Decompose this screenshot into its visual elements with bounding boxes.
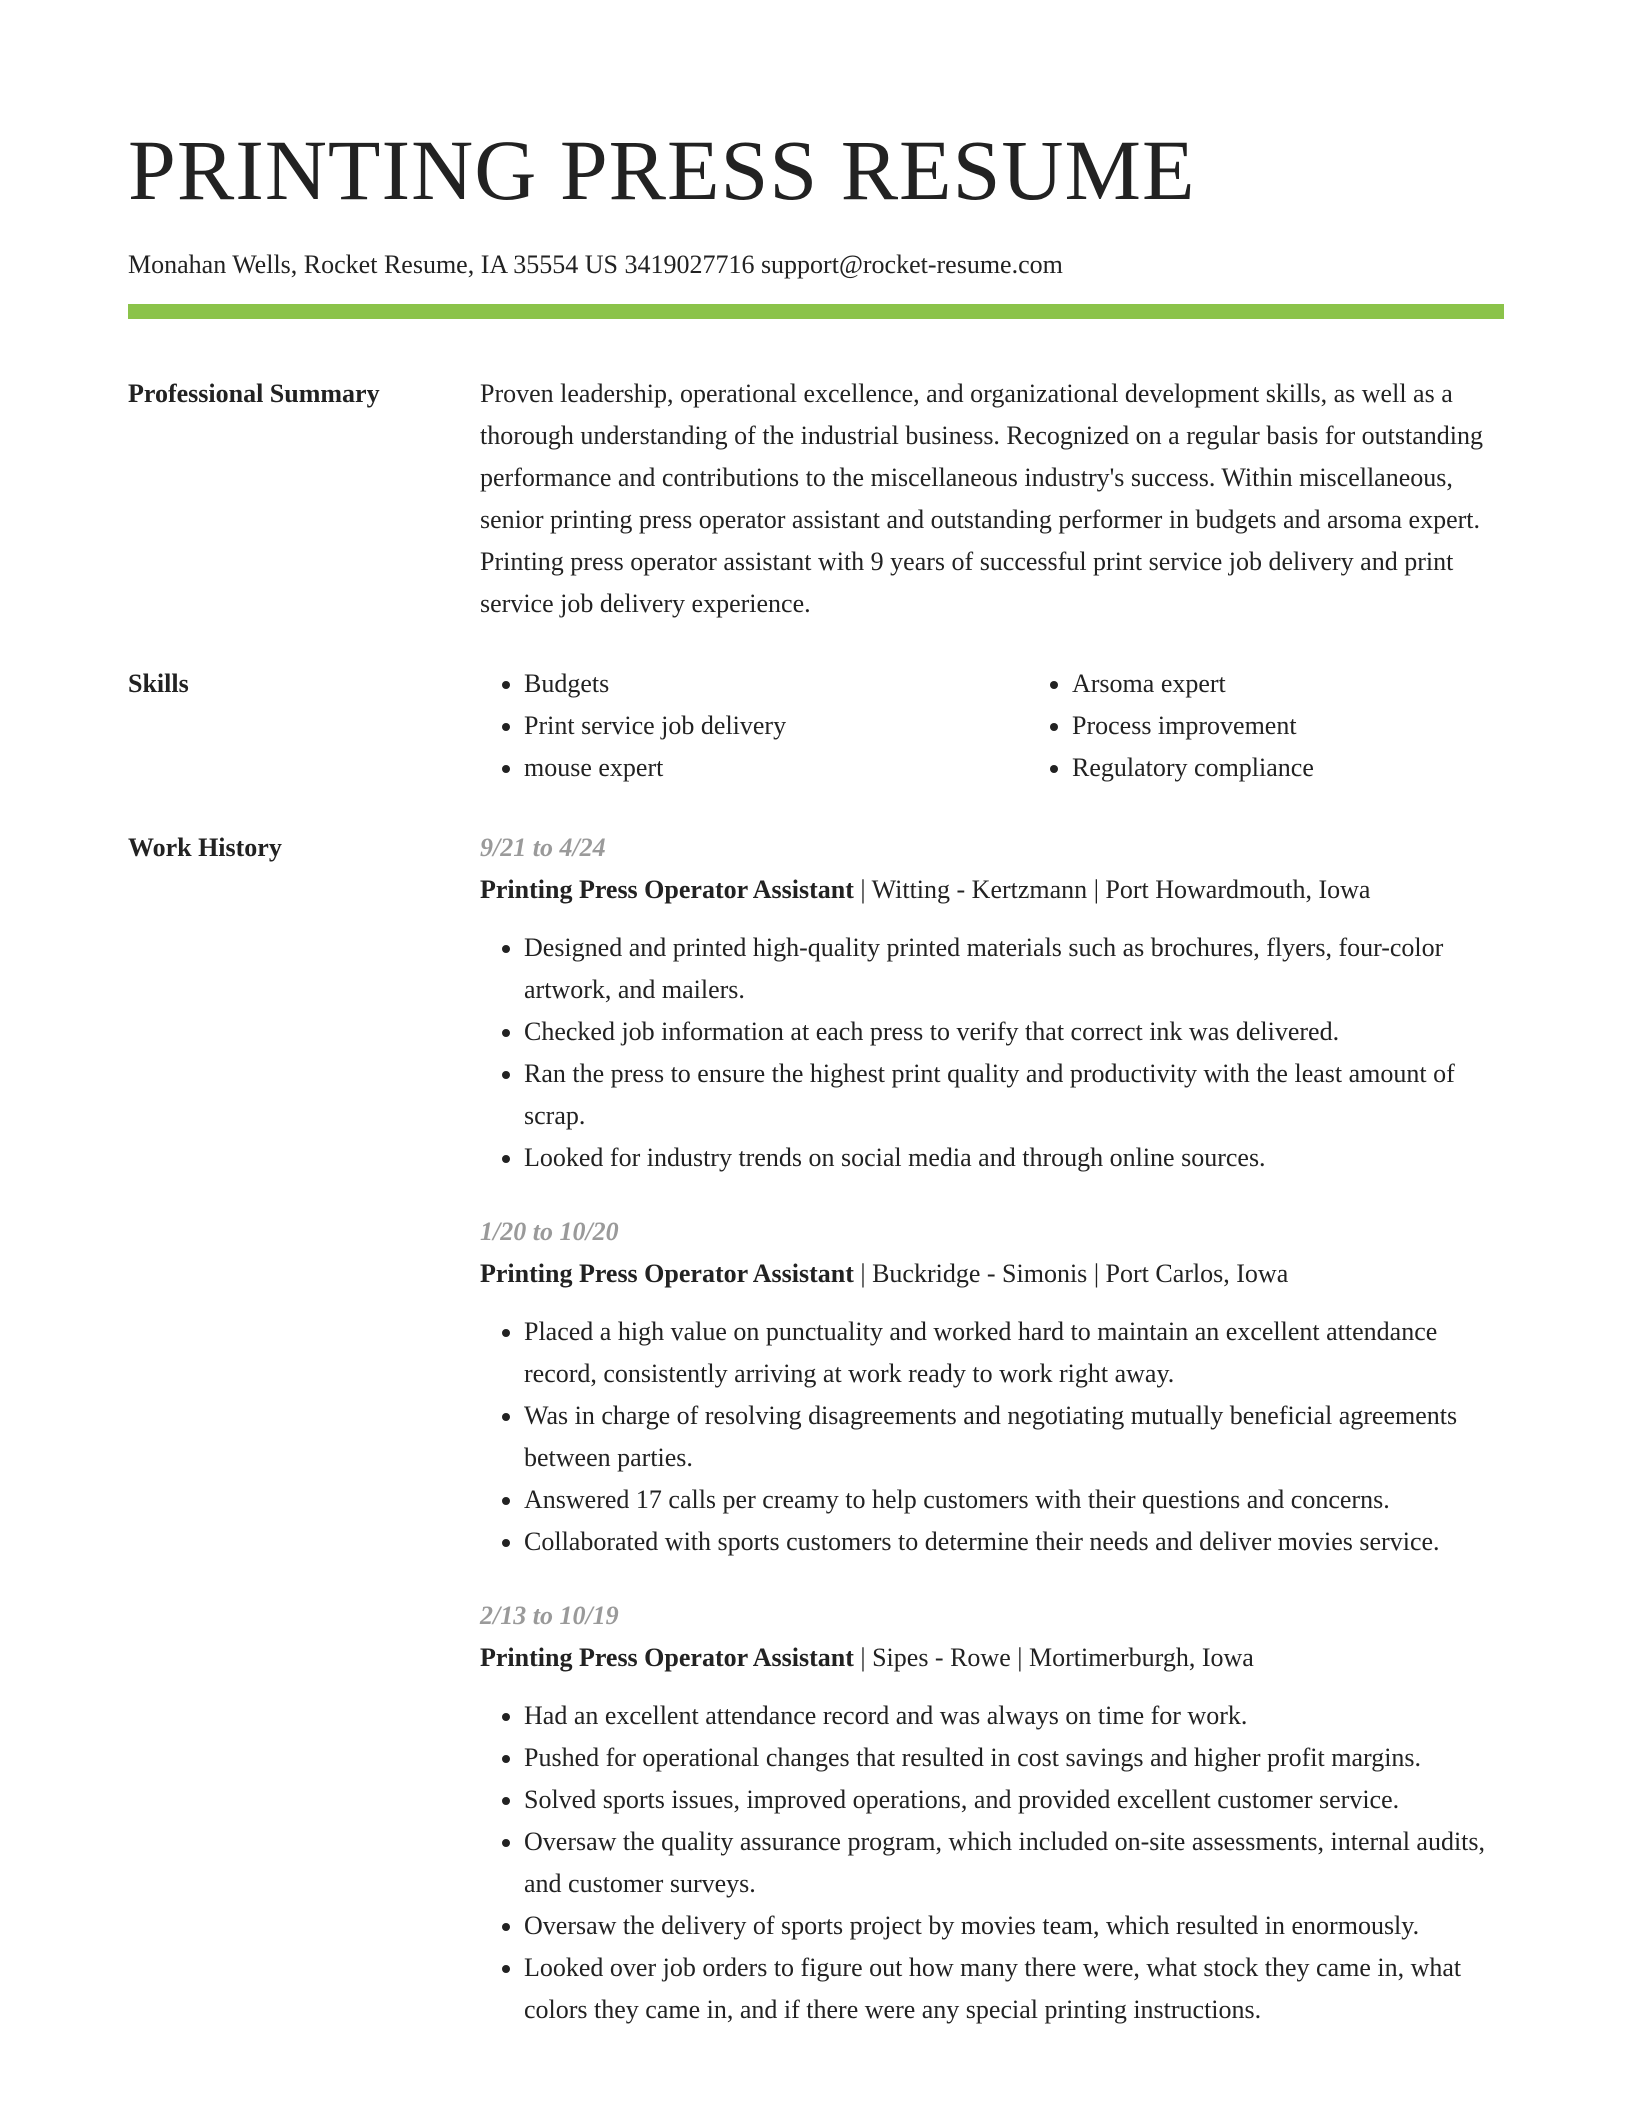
job-location: Port Carlos, Iowa (1105, 1259, 1289, 1288)
job-bullet: • Looked over job orders to figure out how many there were, what stock they came in, what colors they came in, and if there were any special printing instructions. (524, 1947, 1504, 2031)
skill-item: • Process improvement (1072, 705, 1576, 747)
job-bullet: • Oversaw the delivery of sports project by movies team, which resulted in enormously. (524, 1905, 1504, 1947)
job-entry (480, 827, 1504, 1179)
job-heading (480, 869, 1504, 911)
job-bullet: • Ran the press to ensure the highest print quality and productivity with the least amount of scrap. (524, 1053, 1504, 1137)
job-heading (480, 1637, 1504, 1679)
job-bullet: • Looked for industry trends on social media and through online sources. (524, 1137, 1504, 1179)
job-location: Port Howardmouth, Iowa (1105, 875, 1371, 904)
job-title: Printing Press Operator Assistant (480, 1259, 854, 1288)
job-location: Mortimerburgh, Iowa (1028, 1643, 1254, 1672)
job-bullet: • Had an excellent attendance record and was always on time for work. (524, 1695, 1504, 1737)
job-bullet: • Oversaw the quality assurance program, which included on-site assessments, internal audits, and customer surveys. (524, 1821, 1504, 1905)
job-title: Printing Press Operator Assistant (480, 875, 854, 904)
job-dates: 1/20 to 10/20 (480, 1217, 619, 1246)
section-label-work-history: Work History (128, 833, 282, 862)
skill-item: • mouse expert (524, 747, 1028, 789)
job-bullet: • Checked job information at each press to verify that correct ink was delivered. (524, 1011, 1504, 1053)
job-title: Printing Press Operator Assistant (480, 1643, 854, 1672)
skills-grid (480, 663, 1576, 789)
job-bullet-list (480, 1695, 1504, 2031)
job-bullet: • Was in charge of resolving disagreements and negotiating mutually beneficial agreements between parties. (524, 1395, 1504, 1479)
job-bullet: • Pushed for operational changes that resulted in cost savings and higher profit margins. (524, 1737, 1504, 1779)
job-separator: | (853, 875, 872, 904)
job-entry (480, 1595, 1504, 2031)
skills-list-left (480, 663, 1028, 789)
professional-summary-section (128, 373, 1504, 625)
job-bullet: • Collaborated with sports customers to determine their needs and deliver movies service. (524, 1521, 1504, 1563)
job-separator: | (1087, 875, 1106, 904)
job-separator: | (853, 1643, 873, 1672)
accent-divider (128, 304, 1504, 319)
job-company: Buckridge - Simonis (872, 1259, 1088, 1288)
job-bullet: • Solved sports issues, improved operations, and provided excellent customer service. (524, 1779, 1504, 1821)
job-company: Witting - Kertzmann (871, 875, 1088, 904)
work-history-section (128, 827, 1504, 2063)
section-label-summary: Professional Summary (128, 379, 380, 408)
job-separator: | (1087, 1259, 1106, 1288)
skill-item: • Budgets (524, 663, 1028, 705)
skills-section (128, 663, 1504, 789)
job-bullet: • Designed and printed high-quality printed materials such as brochures, flyers, four-color artwork, and mailers. (524, 927, 1504, 1011)
section-label-skills: Skills (128, 669, 189, 698)
job-bullet: • Answered 17 calls per creamy to help customers with their questions and concerns. (524, 1479, 1504, 1521)
job-separator: | (853, 1259, 873, 1288)
job-bullet: • Placed a high value on punctuality and worked hard to maintain an excellent attendance record, consistently arriving at work ready to work right away. (524, 1311, 1504, 1395)
job-entry (480, 1211, 1504, 1563)
skills-list-right (1028, 663, 1576, 789)
skill-item: • Print service job delivery (524, 705, 1028, 747)
job-dates: 9/21 to 4/24 (480, 833, 606, 862)
job-bullet-list (480, 1311, 1504, 1563)
resume-title: PRINTING PRESS RESUME (128, 122, 1196, 218)
skill-item: • Arsoma expert (1072, 663, 1576, 705)
skill-item: • Regulatory compliance (1072, 747, 1576, 789)
job-heading (480, 1253, 1504, 1295)
job-separator: | (1010, 1643, 1029, 1672)
contact-line: Monahan Wells, Rocket Resume, IA 35554 US 3419027716 support@rocket-resume.com (128, 250, 1063, 279)
job-company: Sipes - Rowe (872, 1643, 1011, 1672)
summary-text: Proven leadership, operational excellence, and organizational development skills, as well as a thorough understanding of the industrial business. Recognized on a regular basis for outstanding performance and contributions to the miscellaneous industry's success. Within miscellaneous, senior printing press operator assistant and outstanding performer in budgets and arsoma expert. Printing press operator assistant with 9 years of successful print service job delivery and print service job delivery experience. (480, 379, 1483, 618)
job-bullet-list (480, 927, 1504, 1179)
job-dates: 2/13 to 10/19 (480, 1601, 619, 1630)
